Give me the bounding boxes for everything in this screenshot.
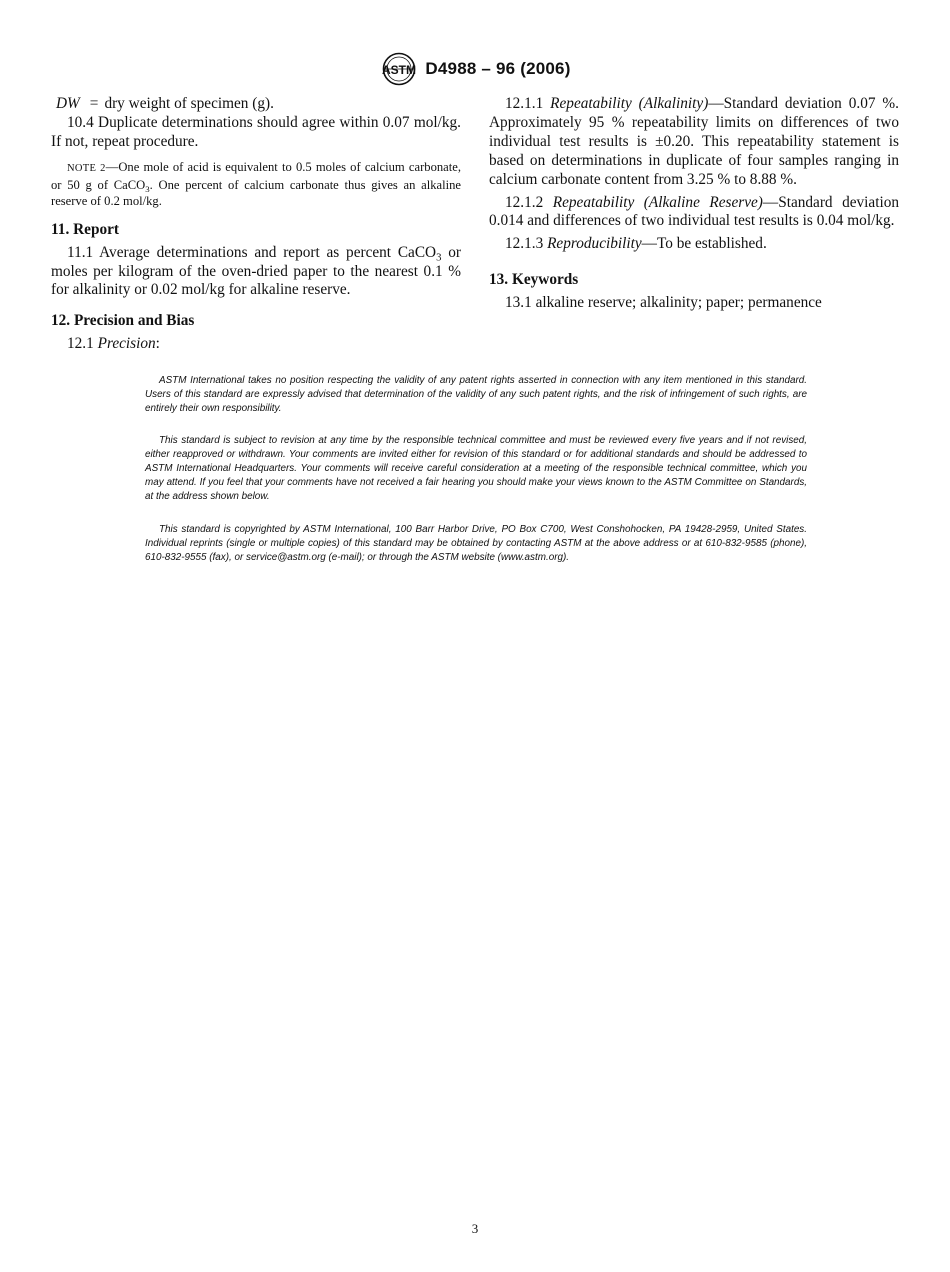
paragraph-11-1-text-b: or moles per kilogram of the oven-dried paper to the nearest 0.1 % for alkalinity or 0.02 mol/kg for alkaline reserve. [51, 243, 461, 299]
paragraph-12-1-1-term: Repeatability (Alkalinity) [550, 95, 709, 112]
copyright-notice [145, 523, 807, 565]
patent-notice [145, 374, 807, 416]
revision-notice-text: This standard is subject to revision at any time by the responsible technical committee and must be reviewed every five years and if not revised, either reapproved or withdrawn. Your comments are invited either for revision of this standard or for additional standards and should be addressed to ASTM International Headquarters. Your comments will receive careful consideration at a meeting of the responsible technical committee, which you may attend. If you feel that your comments have not received a fair hearing you should make your views known to the ASTM Committee on Standards, at the address shown below. [145, 435, 807, 502]
section-12-heading: 12. Precision and Bias [51, 312, 195, 330]
paragraph-12-1-2 [489, 194, 899, 232]
paragraph-12-1 [51, 335, 461, 354]
header-inner [379, 52, 570, 86]
variable-symbol: DW [56, 95, 80, 112]
astm-logo-icon [379, 52, 419, 86]
paragraph-10-4: 10.4 Duplicate determinations should agree within 0.07 mol/kg. If not, repeat procedure. [51, 113, 461, 150]
page-header [0, 52, 950, 91]
paragraph-12-1-2-term: Repeatability (Alkaline Reserve) [552, 193, 763, 211]
equals-sign: = [89, 95, 99, 112]
paragraph-12-1-3-text: —To be established. [641, 235, 767, 253]
right-column [489, 95, 899, 313]
paragraph-12-1-3 [489, 235, 899, 254]
paragraph-12-1-1-text: —Standard deviation 0.07 %. Approximately 95 % repeatability limits on differences of two individual test results is ±0.20. This repeatability statement is based on determinations in duplicate of four samples ranging in calcium carbonate content from 3.25 % to 8.88 %. [489, 95, 899, 188]
page-number: 3 [471, 1221, 479, 1236]
paragraph-12-1-3-term: Reproducibility [547, 235, 642, 253]
paragraph-12-1-1 [489, 95, 899, 190]
variable-description: dry weight of specimen (g). [104, 95, 274, 112]
patent-notice-text: ASTM International takes no position respecting the validity of any patent rights asserted in connection with any item mentioned in this standard. Users of this standard are expressly advised that determination of the validity of any such patent rights, and the risk of infringement of such rights, are entirely their own responsibility. [145, 375, 807, 414]
paragraph-12-1-3-number: 12.1.3 [505, 235, 548, 253]
paragraph-12-1-colon: : [155, 335, 160, 353]
astm-logo-text: ASTM [382, 63, 417, 77]
variable-definition [51, 95, 461, 114]
section-13-heading: 13. Keywords [489, 271, 579, 289]
document-designation: D4988 – 96 (2006) [425, 59, 571, 78]
revision-notice [145, 434, 807, 504]
note-label: NOTE 2 [67, 162, 106, 174]
left-column [51, 95, 461, 354]
paragraph-11-1 [51, 244, 461, 301]
copyright-notice-text: This standard is copyrighted by ASTM International, 100 Barr Harbor Drive, PO Box C700, West Conshohocken, PA 19428-2959, United States. Individual reprints (single or multiple copies) of this standard may be obtained by contacting ASTM at the above address or at 610-832-9585 (phone), 610-832-9555 (fax), or service@astm.org (e-mail); or through the ASTM website (www.astm.org). [145, 524, 807, 563]
paragraph-12-1-number: 12.1 [67, 335, 98, 353]
note-text-a: —One mole of acid is equivalent to 0.5 moles of calcium carbonate, or 50 g of CaCO [51, 159, 461, 192]
paragraph-13-1: 13.1 alkaline reserve; alkalinity; paper; permanence [505, 294, 822, 312]
paragraph-12-1-1-number: 12.1.1 [505, 95, 551, 112]
paragraph-11-1-text-a: 11.1 Average determinations and report as percent CaCO [67, 243, 437, 261]
note-2 [51, 159, 461, 209]
note-subscript: 3 [145, 183, 150, 194]
paragraph-12-1-2-number: 12.1.2 [505, 193, 553, 211]
note-text-b: . One percent of calcium carbonate thus gives an alkaline reserve of 0.2 mol/kg. [51, 177, 462, 208]
paragraph-12-1-term: Precision [97, 335, 156, 353]
paragraph-12-1-2-text: —Standard deviation 0.014 and differences of two individual test results is 0.04 mol/kg. [489, 193, 899, 230]
section-11-heading: 11. Report [51, 220, 119, 238]
paragraph-11-1-subscript: 3 [436, 251, 442, 264]
